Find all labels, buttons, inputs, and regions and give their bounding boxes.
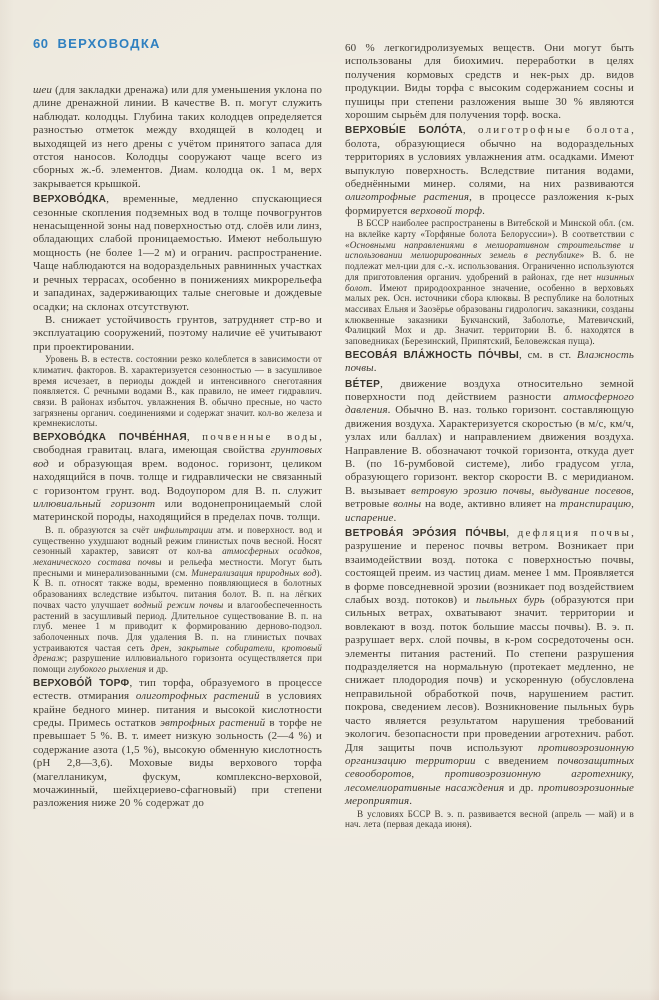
- italic-term: олиготрофных растений: [135, 690, 260, 703]
- text-run: В. снижает устойчивость грунтов, затрудняет стр-во и эксплуатацию сооружений, поэтому наличие её учитывают при проектировании.: [33, 313, 322, 353]
- text-run: .: [482, 204, 485, 217]
- article-headword: ВЕСОВА́Я ВЛА́ЖНОСТЬ ПО́ЧВЫ: [345, 349, 520, 361]
- article-headword: ВЕТРОВА́Я ЭРО́ЗИЯ ПО́ЧВЫ: [345, 528, 507, 539]
- running-title: ВЕРХОВОДКА: [57, 36, 161, 51]
- spaced-term: почвенные воды: [202, 431, 320, 444]
- text-run: В условиях БССР В. э. п. развивается весной (апрель — май) и в нач. лета (первая декада июня).: [345, 808, 634, 830]
- text-run: , ветровые: [345, 484, 634, 511]
- article-paragraph: [345, 124, 634, 218]
- italic-term: верховой торф: [410, 204, 483, 217]
- italic-term: дрен, закрытые собиратели, кротовый дренаж: [33, 642, 323, 664]
- page-header: [33, 36, 161, 51]
- italic-term: инфильтрации: [153, 524, 213, 535]
- paragraph: [33, 84, 322, 191]
- text-run: , тип торфа, образуемого в процессе естеств. отмирания: [33, 676, 322, 703]
- text-run: ; разрушение иллювиального горизонта осуществляется при помощи: [33, 653, 322, 675]
- italic-term: олиготрофные растения: [345, 191, 470, 204]
- text-run: и др.: [504, 781, 539, 794]
- italic-term: низинных болот: [345, 271, 634, 293]
- italic-term: противоэрозионные мероприятия: [345, 781, 634, 808]
- text-run: атм. и поверхност. вод и существенно ухудшают водный режим глинистых почв весной. Носят сезонный характер, зависят от кол-ва: [33, 524, 322, 557]
- italic-term: иллювиальный горизонт: [33, 498, 156, 511]
- text-run: (образуются при сильных ветрах, охватывают значит. территории и вовлекают в возд. поток большие массы почвы). В. э. п. разрушает верх. слой почвы, в к-ром сосредоточены осн. элементы питания растений. По степени разрушения подразделяется на нормальную (протекает медленно, не снижает плодородия почв) и ускоренную (обусловлена неправильной обработкой почв, нарушением растит. покрова, сведением лесов). Возникновение пыльных бурь часто является результатом нарушения требований экологич. безопасности при проведении агротехнич. работ. Для защиты почв используют: [345, 594, 634, 754]
- spaced-term: олиготрофные болота: [478, 124, 632, 137]
- page-number: 60: [33, 36, 49, 51]
- text-run: и др.: [146, 664, 169, 675]
- text-run: .: [373, 362, 377, 375]
- column-left: [33, 84, 322, 984]
- article-headword: ВЕРХОВЫ́Е БОЛО́ТА: [345, 125, 463, 137]
- text-run: В БССР наиболее распространены в Витебской и Минской обл. (см. на вклейке карту «Торфяные болота Белоруссии»). В соответствии с «: [345, 218, 634, 250]
- italic-term: противоэрозионную организацию территории: [345, 741, 634, 767]
- article-paragraph: [33, 677, 322, 811]
- italic-term: атмосферных осадков, механического состава почвы: [33, 546, 322, 567]
- text-run: Уровень В. в естеств. состоянии резко колеблется в зависимости от климатич. факторов. В. характеризуется сезонностью — в засушливое время исчезает, в периоды дождей и интенсивного снеготаяния появляется. С речными водами В., как правило, не имеет гидравлич. связи. В районах избыточ. увлажнения В. обычно пресные, но часто загрязнены органич. соединениями и содержат значит. кол-во железа и кремнекислоты.: [33, 354, 322, 429]
- italic-term: почвозащитных севооборотов, противоэрозионную агротехнику, лесомелиоративные насаждения: [345, 754, 634, 794]
- italic-term: ветровую эрозию почвы, выдувание посевов: [411, 484, 632, 497]
- article-paragraph: [33, 193, 322, 314]
- article-paragraph: [33, 431, 322, 525]
- text-run: , свободная гравитац. влага, имеющая свойства: [33, 431, 323, 457]
- italic-term: грунтовых вод: [33, 444, 322, 470]
- article-headword: ВЕРХОВО́ДКА: [33, 194, 107, 206]
- text-run: . Обычно В. наз. только горизонт. составляющую движения воздуха. Характеризуется скоростью (в м/с, км/ч, узлах или баллах) и направлением движения воздуха. Направление В. обозначают точкой горизонта, откуда дует В. (по 16-румбовой системе), либо градусом угла, образующего горизонт. вектор скорости В. с меридианом. В. вызывает: [345, 404, 634, 497]
- text-run: , временные, медленно спускающиеся сезонные скопления подземных вод в толще почвогрунтов ненасыщенной зоны над поверхностью отд. слоёв или линз, обладающих слабой проницаемостью. Имеют небольшую мощность (не более 1—2 м) и огранич. распространение. Чаще наблюдаются на водораздельных равнинных участках и речных террасах, особенно в понижениях микрорельефа и западинах, задерживающих талые снеговые и дождевые осадки; на склонах отсутствуют.: [33, 193, 322, 313]
- text-run: » В. б. не подлежат мел-ции для с.-х. использования. Ограниченно используются для приготовления органич. удобрений в районах, где нет: [345, 250, 635, 282]
- italic-term: Минерализация природных вод: [191, 567, 317, 578]
- text-run: и влагообеспеченность растений в засушливый период. Длительное существование В. п. на глуб. менее 1 м приводит к формированию дерново-подзол. заболоченных почв. Для удаления В. п. на глинистых почвах устраиваются частая сеть: [33, 599, 322, 653]
- column-right: [345, 42, 634, 982]
- text-run: с введением: [475, 754, 558, 767]
- italic-term: Основными направлениями в мелиоративном строительстве и использовании мелиорированных земель в республике: [345, 239, 634, 261]
- text-run: или водонепроницаемый слой материнской породы, находящийся в пределах почв. толщи.: [33, 498, 322, 524]
- text-run: , болота, образующиеся обычно на водораздельных территориях в условиях увлажнения атм. осадками. Имеют выпуклую поверхность. Вследствие питания водами, обеднёнными минер. солями, на них развиваются: [345, 124, 634, 191]
- text-run: и образующая врем. водонос. горизонт, целиком находящийся в почв. толще и гидравлически не связанный с горизонтом грунт. вод. Водоупором для В. п. служит: [33, 457, 322, 497]
- article-paragraph: [345, 378, 634, 525]
- paragraph: [33, 525, 322, 675]
- text-run: , разрушение и перенос почвы ветром. Возникает при взаимодействии возд. потока с поверхностью почвы, состоящей преим. из частиц диам. менее 1 мм. Проявляется в форме повседневной эрозии (возникает под воздействием слабых возд. потоков) и: [345, 527, 634, 607]
- article-headword: ВЕРХОВО́Й ТОРФ: [33, 677, 130, 689]
- article-headword: ВЕ́ТЕР: [345, 378, 381, 390]
- spaced-term: дефляция почвы: [517, 527, 632, 539]
- paragraph: [345, 218, 634, 346]
- text-run: ). К В. п. относят также воды, временно появляющиеся в болотных образованиях вследствие избыточ. питания болот. В. п. на лёгких почвах часто улучшает: [33, 567, 323, 610]
- text-run: ,: [186, 431, 203, 444]
- text-run: . Имеют природоохранное значение, особенно в верховьях малых рек. Осн. источники сбора клюквы. В республике на болотных массивах Ельня и Заозёрье образованы гидрологич. заказники, созданы клюквенные заказники Букчанский, Заболотье, Матевичский, Фалицкий Мох и др. Значит. территории В. б. находятся в заповедниках (Березинский, Припятский, Беловежская пуща).: [345, 282, 634, 347]
- paragraph: [345, 809, 634, 830]
- text-run: , см. в ст.: [519, 348, 577, 361]
- italic-term: пыльных бурь: [476, 594, 545, 607]
- italic-term: волны: [393, 498, 422, 511]
- text-run: в торфе не превышает 5 %. В. т. имеет низкую зольность (2—4 %) и содержание азота (1,5 %), высокую обменную кислотность (pH 2,8—3,6). Моховые виды верхового торфа (магелланикум, фускум, комплексно-верховой, мочажинный, шейхцериево-сфагновый) при степени разложения ниже 20 % содержат до: [33, 716, 322, 810]
- text-run: на воде, активно влияет на: [421, 498, 560, 511]
- text-run: В. п. образуются за счёт: [45, 524, 154, 535]
- article-paragraph: [345, 349, 634, 376]
- article-paragraph: [345, 527, 634, 809]
- text-run: ,: [506, 527, 518, 539]
- italic-term: атмосферного давления: [345, 390, 634, 417]
- text-run: (для закладки дренажа) или для уменьшения уклона по длине дренажной линии. В качестве В. п. могут служить наблюдат. колодцы. Глубина таких колодцев определяется разностью отметок между входящей в колодец и выходящей из него дрены с учётом принятого запаса для отстоя наносов. Колодцы сооружают чаще всего из сборных ж.-б. элементов. Диам. колодца ок. 1 м, верх закрывается крышкой.: [33, 84, 322, 190]
- text-run: и рельефа местности. Могут быть пресными и минерализованными (см.: [33, 557, 322, 578]
- paragraph: [33, 314, 322, 354]
- text-run: , движение воздуха относительно земной поверхности под действием разности: [345, 377, 634, 403]
- text-run: в условиях крайне бедного минер. питания и высокой кислотности среды. Примесь остатков: [33, 690, 322, 729]
- italic-term: глубокого рыхления: [67, 664, 147, 675]
- italic-term: Влажность почвы: [345, 348, 634, 375]
- paragraph: [33, 354, 322, 429]
- italic-term: эвтрофных растений: [160, 716, 266, 729]
- italic-term: транспирацию, испарение: [345, 498, 634, 524]
- text-run: .: [409, 795, 413, 808]
- italic-term: водный режим почвы: [133, 599, 224, 610]
- paragraph: [345, 42, 634, 122]
- text-run: ,: [462, 124, 479, 137]
- text-run: .: [393, 511, 397, 524]
- text-run: 60 % легкогидролизуемых веществ. Они могут быть использованы для биохимич. переработки в целях получения кормовых средств и нек-рых др. видов продукции. Виды торфа с высоким содержанием сосны и пушицы при степени разложения выше 30 % являются хорошим сырьём для получения торф. воска.: [345, 42, 634, 122]
- italic-term: шеи: [33, 84, 52, 96]
- article-headword: ВЕРХОВО́ДКА ПОЧВЕ́ННАЯ: [33, 432, 187, 444]
- text-run: , в процессе разложения к-рых формируется: [345, 191, 634, 217]
